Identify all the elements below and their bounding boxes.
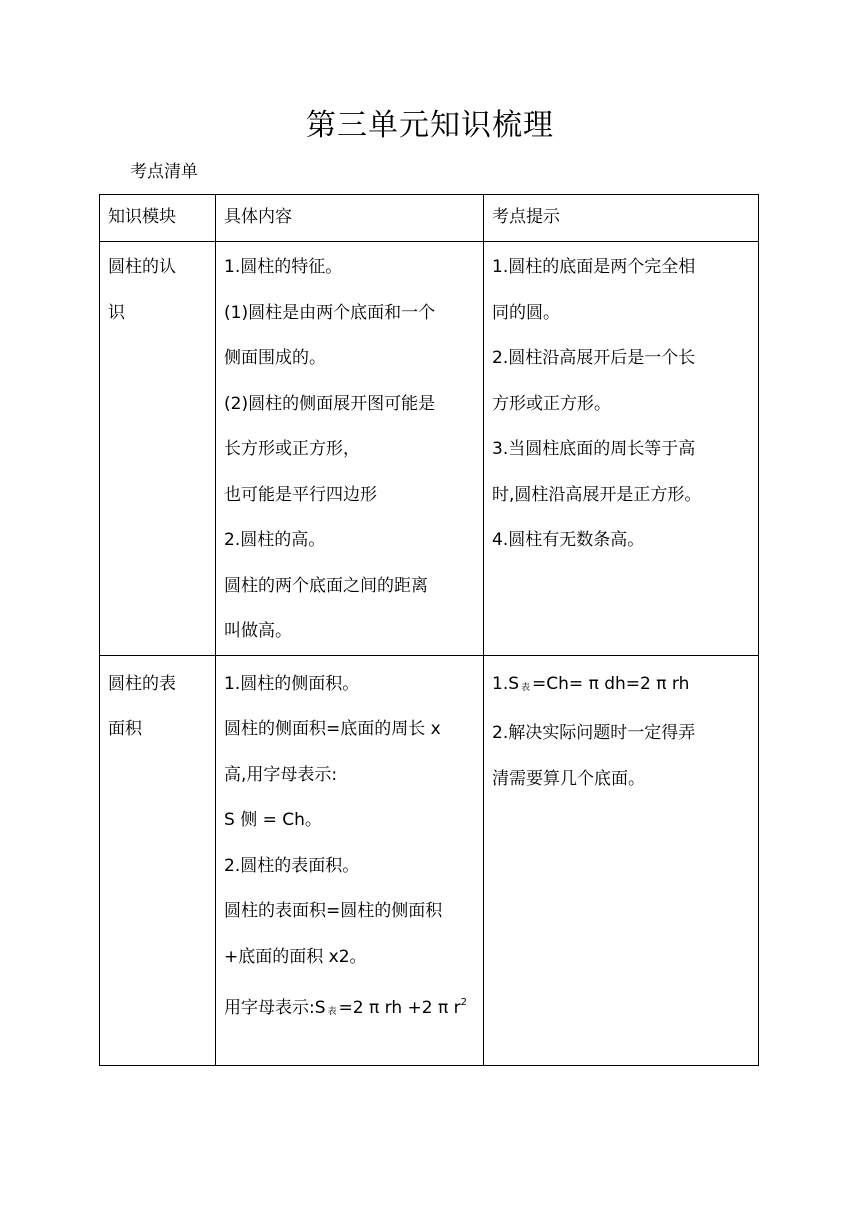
header-content: 具体内容 [216, 195, 484, 242]
tips-cell [484, 655, 759, 1065]
header-module: 知识模块 [100, 195, 216, 242]
cell-line: +底面的面积 x2。 [224, 946, 367, 967]
formula-prefix: 用字母表示:S [224, 998, 326, 1018]
cell-line: 2.圆柱沿高展开后是一个长 [492, 348, 696, 368]
content-cell [216, 242, 484, 656]
cell-line: 2.解决实际问题时一定得弄 [492, 723, 696, 743]
tips-formula [492, 662, 758, 712]
formula-prefix: 1.S [492, 673, 520, 694]
cell-line: 3.当圆柱底面的周长等于高 [492, 439, 696, 459]
cell-line: 1.圆柱的特征。 [224, 257, 343, 277]
formula-subscript: 表 [521, 682, 531, 693]
module-cell [100, 655, 216, 1065]
cell-line: 也可能是平行四边形 [224, 484, 377, 505]
cell-line: (2)圆柱的侧面展开图可能是 [224, 393, 436, 414]
module-cell [100, 242, 216, 656]
cell-line: S 侧 = Ch。 [224, 810, 322, 830]
cell-line: 时,圆柱沿高展开是正方形。 [492, 484, 702, 505]
page-title: 第三单元知识梳理 [306, 108, 554, 143]
cell-line: 识 [108, 302, 125, 323]
formula-superscript: 2 [460, 997, 467, 1008]
section-subtitle: 考点清单 [130, 162, 198, 182]
cell-line: 1.圆柱的底面是两个完全相 [492, 257, 696, 277]
cell-line: 叫做高。 [224, 621, 292, 641]
cell-line: 同的圆。 [492, 302, 560, 323]
table-row [100, 655, 759, 1065]
cell-line: 圆柱的表 [108, 673, 176, 694]
cell-line: 圆柱的侧面积=底面的周长 x [224, 719, 441, 739]
cell-line: 2.圆柱的表面积。 [224, 855, 360, 876]
table-header-row [100, 195, 759, 242]
tips-cell [484, 242, 759, 656]
cell-line: (1)圆柱是由两个底面和一个 [224, 302, 436, 323]
cell-line: 2.圆柱的高。 [224, 530, 326, 550]
cell-line: 方形或正方形。 [492, 393, 611, 414]
knowledge-table [99, 194, 759, 1066]
table-row [100, 242, 759, 656]
surface-area-formula [224, 980, 483, 1036]
cell-line: 圆柱的表面积=圆柱的侧面积 [224, 901, 443, 921]
cell-line: 4.圆柱有无数条高。 [492, 530, 645, 550]
cell-line: 1.圆柱的侧面积。 [224, 673, 360, 694]
header-tips: 考点提示 [484, 195, 759, 242]
formula-body: =2 π rh +2 π r [338, 998, 461, 1018]
cell-line: 圆柱的认 [108, 257, 176, 277]
cell-line: 清需要算几个底面。 [492, 768, 645, 789]
cell-line: 侧面围成的。 [224, 348, 326, 368]
formula-body: =Ch= π dh=2 π rh [532, 673, 690, 694]
content-cell [216, 655, 484, 1065]
cell-line: 面积 [108, 719, 142, 739]
cell-line: 圆柱的两个底面之间的距离 [224, 575, 428, 596]
cell-line: 高,用字母表示: [224, 764, 338, 785]
cell-line: 长方形或正方形， [224, 439, 360, 459]
formula-subscript: 表 [327, 1007, 337, 1017]
